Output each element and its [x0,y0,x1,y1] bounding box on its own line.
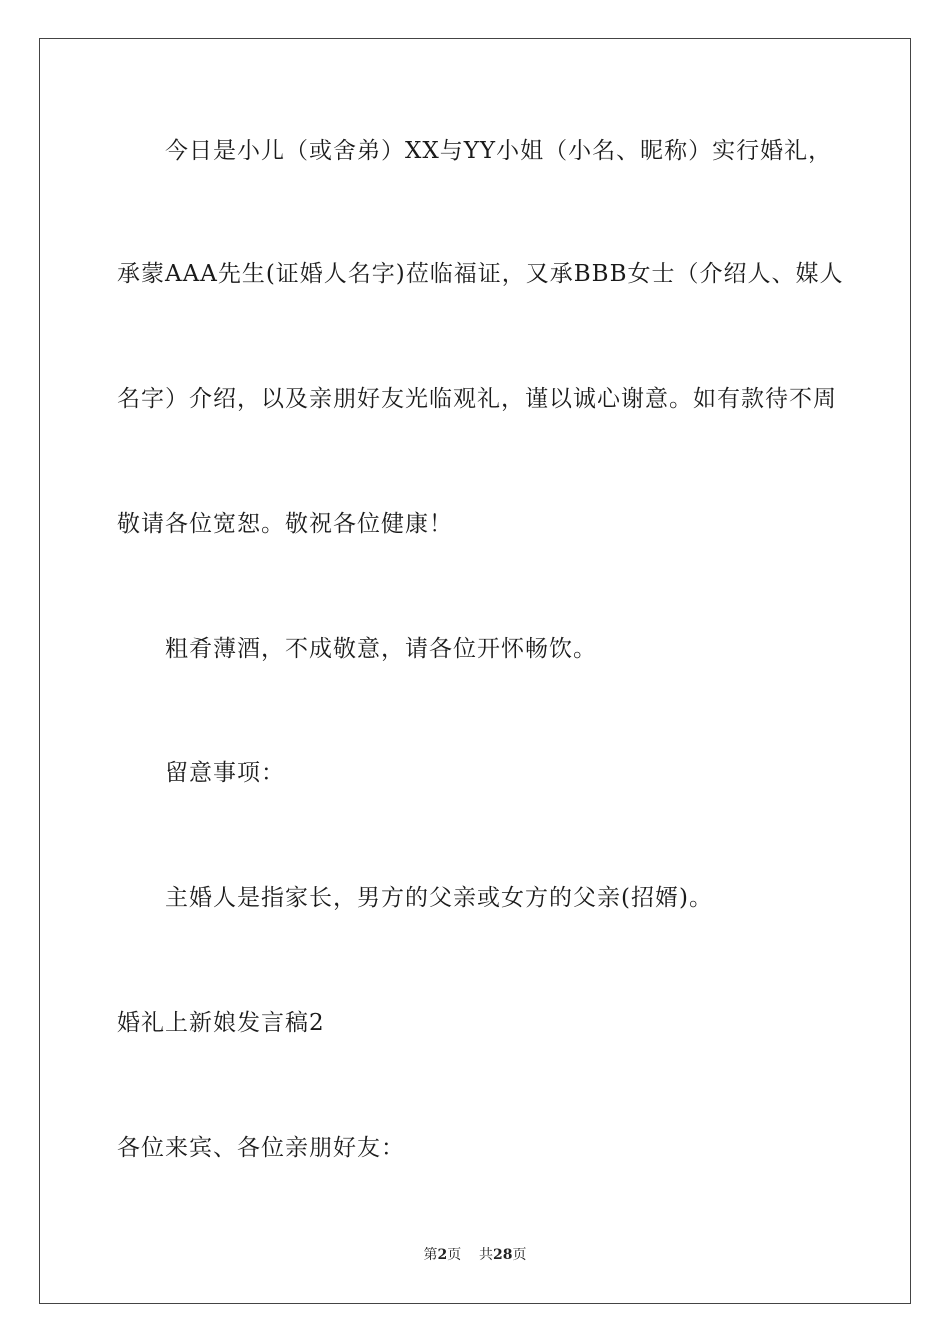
footer-total-suffix: 页 [512,1247,527,1263]
page-border [39,38,911,1304]
footer-page-prefix: 第 [423,1247,438,1263]
footer-page-suffix: 页 [447,1247,462,1263]
page-footer [0,1246,950,1264]
paragraph-line-5: 粗肴薄酒，不成敬意，请各位开怀畅饮。 [165,636,597,662]
paragraph-line-1: 今日是小儿（或舍弟）XX与YY小姐（小名、昵称）实行婚礼， [165,138,833,164]
footer-page-number: 2 [437,1247,448,1263]
notes-heading: 留意事项： [165,760,285,786]
paragraph-line-7: 主婚人是指家长，男方的父亲或女方的父亲(招婿)。 [165,885,713,911]
paragraph-line-2: 承蒙AAA先生(证婚人名字)莅临福证，又承BBB女士（介绍人、媒人 [117,261,844,287]
footer-total-prefix: 共 [479,1247,494,1263]
greeting-line: 各位来宾、各位亲朋好友： [117,1135,405,1161]
section-title: 婚礼上新娘发言稿2 [117,1010,325,1036]
paragraph-line-3: 名字）介绍，以及亲朋好友光临观礼，谨以诚心谢意。如有款待不周 [117,386,837,412]
paragraph-line-4: 敬请各位宽恕。敬祝各位健康！ [117,511,453,537]
footer-total-pages: 28 [493,1247,513,1263]
